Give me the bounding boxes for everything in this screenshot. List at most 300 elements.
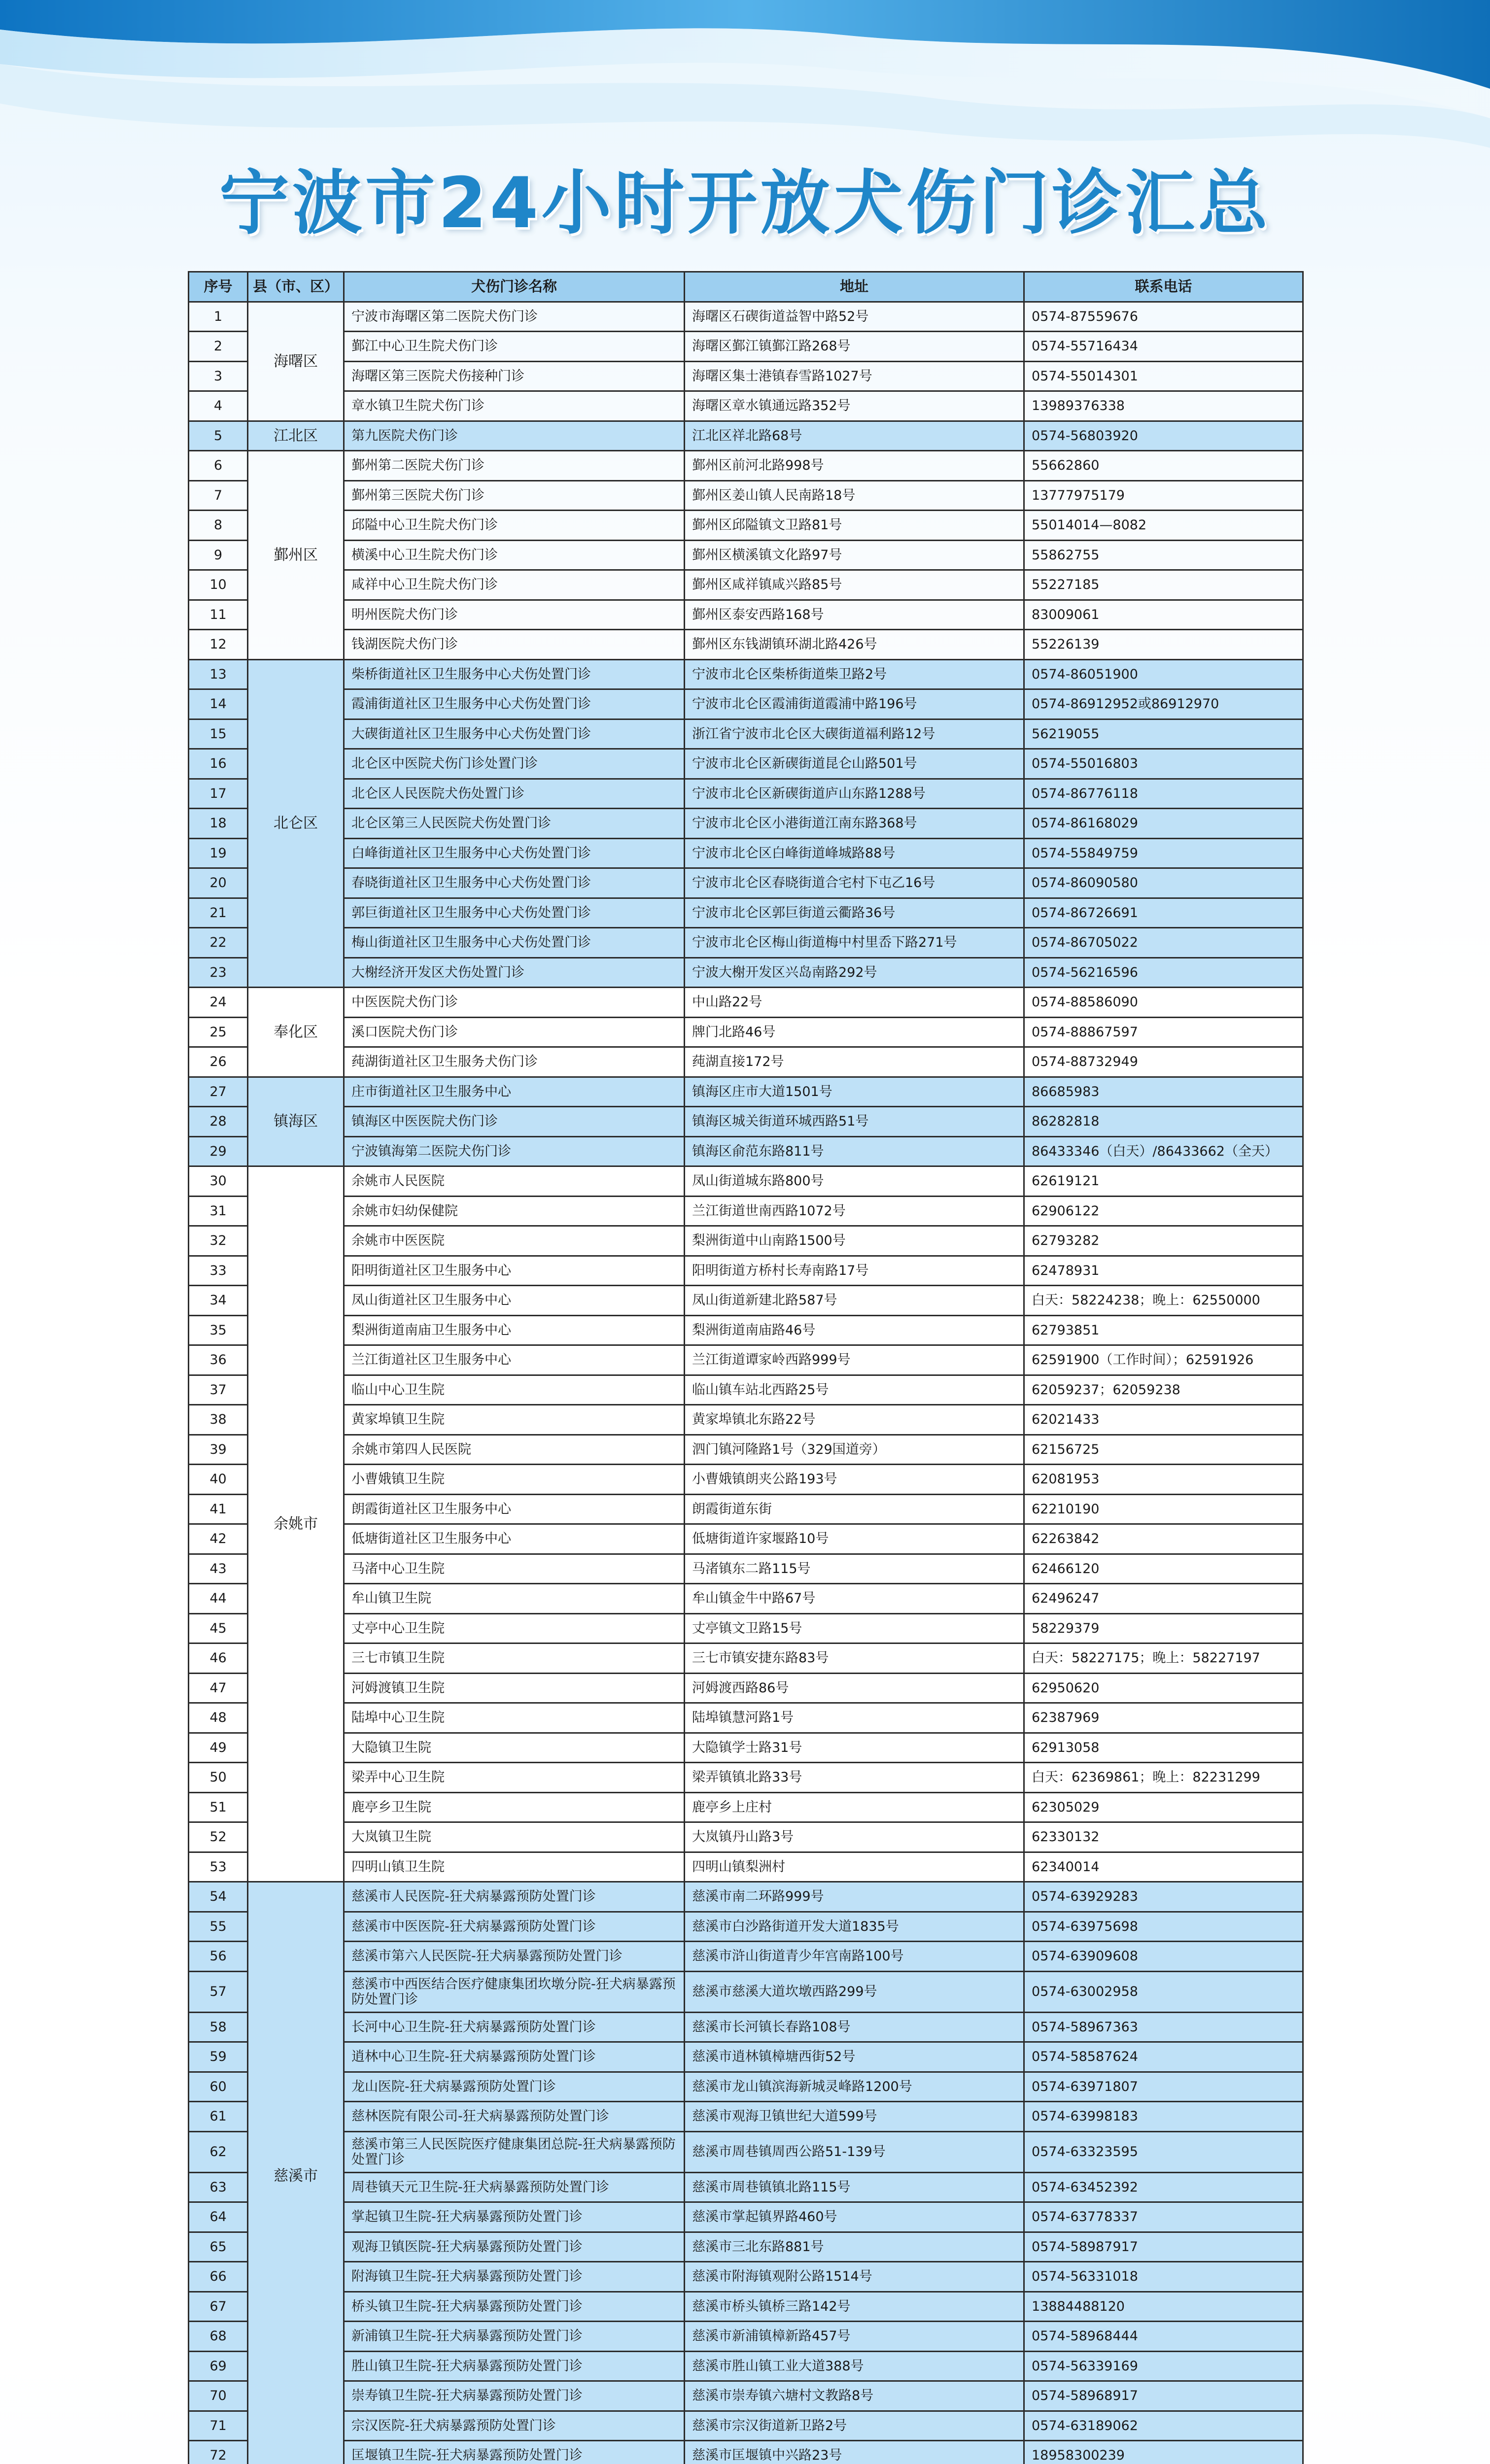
- phone-cell: 0574-88586090: [1024, 988, 1303, 1018]
- table-row: [189, 809, 1303, 839]
- phone-cell: 62305029: [1024, 1792, 1303, 1822]
- table-row: [189, 2381, 1303, 2411]
- table-row: [189, 2351, 1303, 2381]
- table-row: [189, 958, 1303, 988]
- clinic-name-cell: 大榭经济开发区犬伤处置门诊: [344, 958, 685, 988]
- district-cell: 奉化区: [248, 988, 344, 1077]
- address-cell: 临山镇车站北西路25号: [685, 1375, 1024, 1405]
- table-row: [189, 2441, 1303, 2464]
- table-row: [189, 1077, 1303, 1107]
- table-row: [189, 1047, 1303, 1077]
- address-cell: 鄞州区泰安西路168号: [685, 600, 1024, 630]
- address-cell: 宁波市北仑区新碶街道昆仑山路501号: [685, 749, 1024, 779]
- clinic-name-cell: 海曙区第三医院犬伤接种门诊: [344, 361, 685, 391]
- phone-cell: 62913058: [1024, 1733, 1303, 1763]
- clinic-name-cell: 陆埠中心卫生院: [344, 1703, 685, 1733]
- address-cell: 慈溪市三北东路881号: [685, 2232, 1024, 2262]
- address-cell: 江北区祥北路68号: [685, 421, 1024, 451]
- clinic-name-cell: 慈林医院有限公司-狂犬病暴露预防处置门诊: [344, 2102, 685, 2132]
- row-number-cell: 50: [189, 1763, 248, 1793]
- row-number-cell: 2: [189, 332, 248, 362]
- phone-cell: 0574-88732949: [1024, 1047, 1303, 1077]
- row-number-cell: 61: [189, 2102, 248, 2132]
- clinic-name-cell: 新浦镇卫生院-狂犬病暴露预防处置门诊: [344, 2322, 685, 2352]
- phone-cell: 55014014—8082: [1024, 511, 1303, 541]
- row-number-cell: 36: [189, 1345, 248, 1375]
- row-number-cell: 4: [189, 391, 248, 421]
- address-cell: 黄家埠镇北东路22号: [685, 1405, 1024, 1435]
- table-row: [189, 1315, 1303, 1345]
- row-number-cell: 46: [189, 1643, 248, 1674]
- clinic-name-cell: 慈溪市人民医院-狂犬病暴露预防处置门诊: [344, 1882, 685, 1912]
- table-row: [189, 1971, 1303, 2012]
- clinic-name-cell: 三七市镇卫生院: [344, 1643, 685, 1674]
- address-cell: 镇海区城关街道环城西路51号: [685, 1107, 1024, 1137]
- clinic-name-cell: 小曹娥镇卫生院: [344, 1465, 685, 1495]
- clinic-name-cell: 大岚镇卫生院: [344, 1822, 685, 1852]
- clinic-name-cell: 宁波市海曙区第二医院犬伤门诊: [344, 302, 685, 332]
- clinic-name-cell: 白峰街道社区卫生服务中心犬伤处置门诊: [344, 838, 685, 868]
- table-row: [189, 630, 1303, 660]
- row-number-cell: 64: [189, 2202, 248, 2232]
- table-row: [189, 988, 1303, 1018]
- district-cell: 鄞州区: [248, 451, 344, 660]
- row-number-cell: 41: [189, 1494, 248, 1524]
- phone-cell: 55862755: [1024, 540, 1303, 570]
- clinic-name-cell: 龙山医院-狂犬病暴露预防处置门诊: [344, 2072, 685, 2102]
- clinic-name-cell: 邱隘中心卫生院犬伤门诊: [344, 511, 685, 541]
- phone-cell: 0574-55849759: [1024, 838, 1303, 868]
- district-cell: 慈溪市: [248, 1882, 344, 2464]
- clinic-name-cell: 凤山街道社区卫生服务中心: [344, 1286, 685, 1316]
- row-number-cell: 48: [189, 1703, 248, 1733]
- table-row: [189, 1613, 1303, 1643]
- row-number-cell: 30: [189, 1166, 248, 1197]
- clinic-name-cell: 慈溪市中医医院-狂犬病暴露预防处置门诊: [344, 1912, 685, 1942]
- address-cell: 阳明街道方桥村长寿南路17号: [685, 1256, 1024, 1286]
- row-number-cell: 62: [189, 2131, 248, 2172]
- address-cell: 泗门镇河隆路1号（329国道旁）: [685, 1435, 1024, 1465]
- clinic-name-cell: 慈溪市中西医结合医疗健康集团坎墩分院-狂犬病暴露预防处置门诊: [344, 1971, 685, 2012]
- address-cell: 鄞州区前河北路998号: [685, 451, 1024, 481]
- phone-cell: 0574-63975698: [1024, 1912, 1303, 1942]
- row-number-cell: 9: [189, 540, 248, 570]
- phone-cell: 55662860: [1024, 451, 1303, 481]
- clinic-table: [188, 271, 1304, 2464]
- address-cell: 中山路22号: [685, 988, 1024, 1018]
- address-cell: 凤山街道新建北路587号: [685, 1286, 1024, 1316]
- row-number-cell: 43: [189, 1554, 248, 1584]
- table-row: [189, 1733, 1303, 1763]
- row-number-cell: 66: [189, 2262, 248, 2292]
- clinic-name-cell: 余姚市妇幼保健院: [344, 1196, 685, 1226]
- clinic-name-cell: 柴桥街道社区卫生服务中心犬伤处置门诊: [344, 659, 685, 689]
- clinic-name-cell: 第九医院犬伤门诊: [344, 421, 685, 451]
- row-number-cell: 15: [189, 719, 248, 749]
- phone-cell: 0574-58968444: [1024, 2322, 1303, 2352]
- row-number-cell: 5: [189, 421, 248, 451]
- row-number-cell: 38: [189, 1405, 248, 1435]
- phone-cell: 62210190: [1024, 1494, 1303, 1524]
- table-row: [189, 451, 1303, 481]
- clinic-name-cell: 大碶街道社区卫生服务中心犬伤处置门诊: [344, 719, 685, 749]
- table-row: [189, 511, 1303, 541]
- phone-cell: 0574-55016803: [1024, 749, 1303, 779]
- page-title: 宁波市24小时开放犬伤门诊汇总: [219, 163, 1271, 244]
- address-cell: 三七市镇安捷东路83号: [685, 1643, 1024, 1674]
- phone-cell: 13884488120: [1024, 2292, 1303, 2322]
- address-cell: 镇海区俞范东路811号: [685, 1136, 1024, 1166]
- table-row: [189, 2072, 1303, 2102]
- address-cell: 陆埠镇慧河路1号: [685, 1703, 1024, 1733]
- row-number-cell: 27: [189, 1077, 248, 1107]
- phone-cell: 0574-63002958: [1024, 1971, 1303, 2012]
- table-header-row: [189, 272, 1303, 302]
- row-number-cell: 71: [189, 2411, 248, 2441]
- phone-cell: 0574-56216596: [1024, 958, 1303, 988]
- phone-cell: 62478931: [1024, 1256, 1303, 1286]
- phone-cell: 0574-86051900: [1024, 659, 1303, 689]
- phone-cell: 62059237；62059238: [1024, 1375, 1303, 1405]
- table-row: [189, 689, 1303, 719]
- row-number-cell: 6: [189, 451, 248, 481]
- clinic-name-cell: 匡堰镇卫生院-狂犬病暴露预防处置门诊: [344, 2441, 685, 2464]
- clinic-name-cell: 北仑区中医院犬伤门诊处置门诊: [344, 749, 685, 779]
- address-cell: 牟山镇金牛中路67号: [685, 1584, 1024, 1614]
- phone-cell: 0574-58968917: [1024, 2381, 1303, 2411]
- table-row: [189, 302, 1303, 332]
- address-cell: 凤山街道城东路800号: [685, 1166, 1024, 1197]
- address-cell: 朗霞街道东街: [685, 1494, 1024, 1524]
- clinic-name-cell: 余姚市中医医院: [344, 1226, 685, 1256]
- row-number-cell: 72: [189, 2441, 248, 2464]
- address-cell: 梁弄镇镇北路33号: [685, 1763, 1024, 1793]
- table-row: [189, 1256, 1303, 1286]
- row-number-cell: 56: [189, 1942, 248, 1972]
- table-row: [189, 2202, 1303, 2232]
- district-cell: 海曙区: [248, 302, 344, 421]
- phone-cell: 62793851: [1024, 1315, 1303, 1345]
- row-number-cell: 35: [189, 1315, 248, 1345]
- phone-cell: 0574-86726691: [1024, 898, 1303, 928]
- row-number-cell: 67: [189, 2292, 248, 2322]
- address-cell: 镇海区庄市大道1501号: [685, 1077, 1024, 1107]
- table-row: [189, 2292, 1303, 2322]
- row-number-cell: 59: [189, 2042, 248, 2072]
- table-row: [189, 1852, 1303, 1882]
- row-number-cell: 34: [189, 1286, 248, 1316]
- phone-cell: 0574-63452392: [1024, 2172, 1303, 2202]
- row-number-cell: 58: [189, 2012, 248, 2042]
- table-row: [189, 838, 1303, 868]
- row-number-cell: 25: [189, 1017, 248, 1047]
- phone-cell: 0574-63323595: [1024, 2131, 1303, 2172]
- clinic-name-cell: 鄞州第三医院犬伤门诊: [344, 480, 685, 511]
- table-body: [189, 302, 1303, 2464]
- row-number-cell: 16: [189, 749, 248, 779]
- table-row: [189, 1017, 1303, 1047]
- phone-cell: 0574-56339169: [1024, 2351, 1303, 2381]
- clinic-name-cell: 朗霞街道社区卫生服务中心: [344, 1494, 685, 1524]
- address-cell: 鄞州区横溪镇文化路97号: [685, 540, 1024, 570]
- phone-cell: 0574-55014301: [1024, 361, 1303, 391]
- clinic-name-cell: 咸祥中心卫生院犬伤门诊: [344, 570, 685, 600]
- phone-cell: 0574-63998183: [1024, 2102, 1303, 2132]
- clinic-name-cell: 桥头镇卫生院-狂犬病暴露预防处置门诊: [344, 2292, 685, 2322]
- row-number-cell: 68: [189, 2322, 248, 2352]
- clinic-name-cell: 低塘街道社区卫生服务中心: [344, 1524, 685, 1554]
- row-number-cell: 63: [189, 2172, 248, 2202]
- header-address: 地址: [685, 272, 1024, 302]
- table-row: [189, 1345, 1303, 1375]
- table-row: [189, 361, 1303, 391]
- address-cell: 慈溪市附海镇观附公路1514号: [685, 2262, 1024, 2292]
- address-cell: 慈溪市周巷镇周西公路51-139号: [685, 2131, 1024, 2172]
- phone-cell: 62081953: [1024, 1465, 1303, 1495]
- table-row: [189, 2131, 1303, 2172]
- phone-cell: 56219055: [1024, 719, 1303, 749]
- row-number-cell: 26: [189, 1047, 248, 1077]
- phone-cell: 62906122: [1024, 1196, 1303, 1226]
- table-row: [189, 1494, 1303, 1524]
- phone-cell: 0574-56803920: [1024, 421, 1303, 451]
- address-cell: 牌门北路46号: [685, 1017, 1024, 1047]
- table-row: [189, 1107, 1303, 1137]
- row-number-cell: 3: [189, 361, 248, 391]
- row-number-cell: 13: [189, 659, 248, 689]
- table-row: [189, 1673, 1303, 1703]
- clinic-name-cell: 丈亭中心卫生院: [344, 1613, 685, 1643]
- phone-cell: 0574-88867597: [1024, 1017, 1303, 1047]
- row-number-cell: 1: [189, 302, 248, 332]
- clinic-name-cell: 黄家埠镇卫生院: [344, 1405, 685, 1435]
- address-cell: 宁波市北仑区小港街道江南东路368号: [685, 809, 1024, 839]
- phone-cell: 62387969: [1024, 1703, 1303, 1733]
- table-row: [189, 898, 1303, 928]
- phone-cell: 白天：62369861；晚上：82231299: [1024, 1763, 1303, 1793]
- clinic-name-cell: 中医医院犬伤门诊: [344, 988, 685, 1018]
- table-row: [189, 868, 1303, 898]
- phone-cell: 83009061: [1024, 600, 1303, 630]
- row-number-cell: 70: [189, 2381, 248, 2411]
- address-cell: 海曙区集士港镇春雪路1027号: [685, 361, 1024, 391]
- table-row: [189, 1792, 1303, 1822]
- table-row: [189, 2232, 1303, 2262]
- row-number-cell: 53: [189, 1852, 248, 1882]
- address-cell: 慈溪市慈溪大道坎墩西路299号: [685, 1971, 1024, 2012]
- clinic-name-cell: 胜山镇卫生院-狂犬病暴露预防处置门诊: [344, 2351, 685, 2381]
- address-cell: 慈溪市龙山镇滨海新城灵峰路1200号: [685, 2072, 1024, 2102]
- address-cell: 小曹娥镇朗夹公路193号: [685, 1465, 1024, 1495]
- phone-cell: 62591900（工作时间）；62591926: [1024, 1345, 1303, 1375]
- phone-cell: 0574-58587624: [1024, 2042, 1303, 2072]
- clinic-name-cell: 阳明街道社区卫生服务中心: [344, 1256, 685, 1286]
- phone-cell: 0574-86090580: [1024, 868, 1303, 898]
- table-row: [189, 1524, 1303, 1554]
- clinic-name-cell: 观海卫镇医院-狂犬病暴露预防处置门诊: [344, 2232, 685, 2262]
- phone-cell: 0574-58967363: [1024, 2012, 1303, 2042]
- address-cell: 海曙区章水镇通远路352号: [685, 391, 1024, 421]
- table-row: [189, 2172, 1303, 2202]
- clinic-name-cell: 四明山镇卫生院: [344, 1852, 685, 1882]
- address-cell: 大岚镇丹山路3号: [685, 1822, 1024, 1852]
- row-number-cell: 69: [189, 2351, 248, 2381]
- row-number-cell: 45: [189, 1613, 248, 1643]
- phone-cell: 0574-55716434: [1024, 332, 1303, 362]
- address-cell: 河姆渡西路86号: [685, 1673, 1024, 1703]
- table-row: [189, 1882, 1303, 1912]
- address-cell: 宁波市北仑区新碶街道庐山东路1288号: [685, 779, 1024, 809]
- table-row: [189, 2262, 1303, 2292]
- clinic-name-cell: 春晓街道社区卫生服务中心犬伤处置门诊: [344, 868, 685, 898]
- address-cell: 海曙区石碶街道益智中路52号: [685, 302, 1024, 332]
- row-number-cell: 17: [189, 779, 248, 809]
- clinic-name-cell: 宁波镇海第二医院犬伤门诊: [344, 1136, 685, 1166]
- address-cell: 慈溪市桥头镇桥三路142号: [685, 2292, 1024, 2322]
- row-number-cell: 44: [189, 1584, 248, 1614]
- clinic-name-cell: 鄞江中心卫生院犬伤门诊: [344, 332, 685, 362]
- table-row: [189, 332, 1303, 362]
- row-number-cell: 60: [189, 2072, 248, 2102]
- address-cell: 低塘街道许家堰路10号: [685, 1524, 1024, 1554]
- clinic-name-cell: 河姆渡镇卫生院: [344, 1673, 685, 1703]
- header-phone: 联系电话: [1024, 272, 1303, 302]
- address-cell: 慈溪市白沙路街道开发大道1835号: [685, 1912, 1024, 1942]
- header-no: 序号: [189, 272, 248, 302]
- clinic-name-cell: 梅山街道社区卫生服务中心犬伤处置门诊: [344, 928, 685, 958]
- clinic-name-cell: 牟山镇卫生院: [344, 1584, 685, 1614]
- table-row: [189, 480, 1303, 511]
- row-number-cell: 65: [189, 2232, 248, 2262]
- clinic-name-cell: 大隐镇卫生院: [344, 1733, 685, 1763]
- clinic-name-cell: 庄市街道社区卫生服务中心: [344, 1077, 685, 1107]
- row-number-cell: 40: [189, 1465, 248, 1495]
- phone-cell: 白天：58227175；晚上：58227197: [1024, 1643, 1303, 1674]
- table-row: [189, 600, 1303, 630]
- table-row: [189, 749, 1303, 779]
- table-row: [189, 1763, 1303, 1793]
- clinic-name-cell: 梁弄中心卫生院: [344, 1763, 685, 1793]
- address-cell: 丈亭镇文卫路15号: [685, 1613, 1024, 1643]
- district-cell: 北仑区: [248, 659, 344, 988]
- table-row: [189, 2102, 1303, 2132]
- table-row: [189, 1643, 1303, 1674]
- row-number-cell: 7: [189, 480, 248, 511]
- clinic-name-cell: 郭巨街道社区卫生服务中心犬伤处置门诊: [344, 898, 685, 928]
- phone-cell: 0574-86776118: [1024, 779, 1303, 809]
- table-row: [189, 1166, 1303, 1197]
- row-number-cell: 20: [189, 868, 248, 898]
- phone-cell: 62340014: [1024, 1852, 1303, 1882]
- phone-cell: 55227185: [1024, 570, 1303, 600]
- clinic-name-cell: 马渚中心卫生院: [344, 1554, 685, 1584]
- phone-cell: 0574-63189062: [1024, 2411, 1303, 2441]
- table-row: [189, 1375, 1303, 1405]
- clinic-name-cell: 逍林中心卫生院-狂犬病暴露预防处置门诊: [344, 2042, 685, 2072]
- table-row: [189, 1136, 1303, 1166]
- row-number-cell: 54: [189, 1882, 248, 1912]
- phone-cell: 0574-63909608: [1024, 1942, 1303, 1972]
- address-cell: 慈溪市崇寿镇六塘村文教路8号: [685, 2381, 1024, 2411]
- row-number-cell: 29: [189, 1136, 248, 1166]
- phone-cell: 86282818: [1024, 1107, 1303, 1137]
- phone-cell: 62950620: [1024, 1673, 1303, 1703]
- table-row: [189, 1226, 1303, 1256]
- address-cell: 梨洲街道南庙路46号: [685, 1315, 1024, 1345]
- clinic-name-cell: 钱湖医院犬伤门诊: [344, 630, 685, 660]
- clinic-name-cell: 霞浦街道社区卫生服务中心犬伤处置门诊: [344, 689, 685, 719]
- address-cell: 慈溪市浒山街道青少年宫南路100号: [685, 1942, 1024, 1972]
- phone-cell: 18958300239: [1024, 2441, 1303, 2464]
- table-row: [189, 779, 1303, 809]
- clinic-name-cell: 慈溪市第六人民医院-狂犬病暴露预防处置门诊: [344, 1942, 685, 1972]
- phone-cell: 0574-86705022: [1024, 928, 1303, 958]
- table-row: [189, 1286, 1303, 1316]
- phone-cell: 0574-63778337: [1024, 2202, 1303, 2232]
- table-row: [189, 570, 1303, 600]
- address-cell: 慈溪市逍林镇樟塘西街52号: [685, 2042, 1024, 2072]
- table-row: [189, 719, 1303, 749]
- table-row: [189, 1912, 1303, 1942]
- row-number-cell: 52: [189, 1822, 248, 1852]
- address-cell: 四明山镇梨洲村: [685, 1852, 1024, 1882]
- table-row: [189, 2411, 1303, 2441]
- row-number-cell: 12: [189, 630, 248, 660]
- row-number-cell: 10: [189, 570, 248, 600]
- address-cell: 莼湖直接172号: [685, 1047, 1024, 1077]
- clinic-name-cell: 溪口医院犬伤门诊: [344, 1017, 685, 1047]
- clinic-name-cell: 余姚市人民医院: [344, 1166, 685, 1197]
- district-cell: 镇海区: [248, 1077, 344, 1166]
- district-cell: 余姚市: [248, 1166, 344, 1882]
- clinic-name-cell: 慈溪市第三人民医院医疗健康集团总院-狂犬病暴露预防处置门诊: [344, 2131, 685, 2172]
- row-number-cell: 18: [189, 809, 248, 839]
- phone-cell: 62496247: [1024, 1584, 1303, 1614]
- clinic-name-cell: 周巷镇天元卫生院-狂犬病暴露预防处置门诊: [344, 2172, 685, 2202]
- row-number-cell: 39: [189, 1435, 248, 1465]
- table-row: [189, 1405, 1303, 1435]
- clinic-name-cell: 章水镇卫生院犬伤门诊: [344, 391, 685, 421]
- row-number-cell: 49: [189, 1733, 248, 1763]
- clinic-name-cell: 鹿亭乡卫生院: [344, 1792, 685, 1822]
- clinic-name-cell: 兰江街道社区卫生服务中心: [344, 1345, 685, 1375]
- clinic-name-cell: 横溪中心卫生院犬伤门诊: [344, 540, 685, 570]
- address-cell: 浙江省宁波市北仑区大碶街道福利路12号: [685, 719, 1024, 749]
- row-number-cell: 42: [189, 1524, 248, 1554]
- phone-cell: 62619121: [1024, 1166, 1303, 1197]
- address-cell: 鹿亭乡上庄村: [685, 1792, 1024, 1822]
- clinic-name-cell: 鄞州第二医院犬伤门诊: [344, 451, 685, 481]
- address-cell: 慈溪市周巷镇镇北路115号: [685, 2172, 1024, 2202]
- table-row: [189, 421, 1303, 451]
- clinic-name-cell: 北仑区人民医院犬伤处置门诊: [344, 779, 685, 809]
- clinic-name-cell: 余姚市第四人民医院: [344, 1435, 685, 1465]
- phone-cell: 白天：58224238；晚上：62550000: [1024, 1286, 1303, 1316]
- phone-cell: 55226139: [1024, 630, 1303, 660]
- row-number-cell: 37: [189, 1375, 248, 1405]
- district-cell: 江北区: [248, 421, 344, 451]
- address-cell: 宁波市北仑区霞浦街道霞浦中路196号: [685, 689, 1024, 719]
- phone-cell: 0574-87559676: [1024, 302, 1303, 332]
- phone-cell: 86433346（白天）/86433662（全天）: [1024, 1136, 1303, 1166]
- table-row: [189, 2042, 1303, 2072]
- phone-cell: 62793282: [1024, 1226, 1303, 1256]
- address-cell: 宁波市北仑区梅山街道梅中村里岙下路271号: [685, 928, 1024, 958]
- clinic-name-cell: 莼湖街道社区卫生服务犬伤门诊: [344, 1047, 685, 1077]
- table-row: [189, 2322, 1303, 2352]
- row-number-cell: 21: [189, 898, 248, 928]
- address-cell: 宁波市北仑区郭巨街道云衢路36号: [685, 898, 1024, 928]
